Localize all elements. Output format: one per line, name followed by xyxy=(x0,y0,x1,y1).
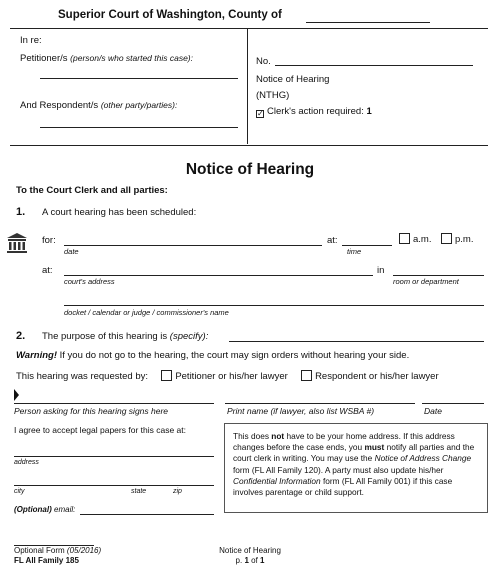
notice-form-name-2: Confidential Information xyxy=(233,475,321,486)
footer-title: Notice of Hearing xyxy=(219,546,281,555)
petitioner-field[interactable] xyxy=(40,78,238,79)
petitioner-label: Petitioner/s xyxy=(20,53,68,64)
court-title: Superior Court of Washington, County of xyxy=(58,9,282,21)
am-label: a.m. xyxy=(413,234,432,245)
footer-form-type: Optional Form xyxy=(14,546,65,555)
purpose-field[interactable] xyxy=(229,341,484,342)
room-label: room or department xyxy=(393,277,459,286)
petitioner-requested-label: Petitioner or his/her lawyer xyxy=(175,371,288,382)
print-name-label: Print name (if lawyer, also list WSBA #) xyxy=(227,406,375,416)
caption-box xyxy=(10,28,488,146)
courthouse-icon xyxy=(6,232,28,257)
footer-form-date: (05/2016) xyxy=(66,546,102,555)
address-notice-box xyxy=(224,423,488,513)
pm-label: p.m. xyxy=(455,234,474,245)
date-label: date xyxy=(64,247,79,256)
email-label: email: xyxy=(51,505,76,514)
notice-text-3: notify all parties and the court clerk in writing. You may use the xyxy=(233,442,475,464)
page-prefix: p. xyxy=(235,556,245,565)
clerk-action-label: Clerk's action required: xyxy=(267,106,364,117)
sign-date-label: Date xyxy=(424,406,442,416)
in-re-label: In re: xyxy=(20,35,42,46)
section-2-number: 2. xyxy=(16,330,26,342)
respondent-hint: (other party/parties): xyxy=(100,100,178,110)
notice-bold-must: must xyxy=(364,442,385,453)
footer-page-number xyxy=(210,556,290,565)
page-total: 1 xyxy=(260,556,265,565)
hearing-date-field[interactable] xyxy=(64,245,322,246)
hearing-time-field[interactable] xyxy=(342,245,392,246)
zip-label: zip xyxy=(173,488,182,495)
county-field[interactable] xyxy=(306,22,430,23)
clerk-action-value: 1 xyxy=(366,106,372,117)
sign-here-arrow-icon xyxy=(14,389,19,401)
email-field[interactable] xyxy=(80,514,214,515)
caption-doc-title: Notice of Hearing xyxy=(256,74,330,85)
section-2-text: The purpose of this hearing is xyxy=(42,331,168,342)
section-2-hint: (specify): xyxy=(169,331,209,342)
pm-checkbox[interactable] xyxy=(441,233,452,244)
warning-text: If you do not go to the hearing, the court may sign orders without hearing your side. xyxy=(57,350,410,361)
service-address-label: address xyxy=(14,459,39,466)
court-address-label: court's address xyxy=(64,277,115,286)
case-no-field[interactable] xyxy=(275,65,473,66)
agree-text: I agree to accept legal papers for this case at: xyxy=(14,425,186,435)
signature-field[interactable] xyxy=(14,403,214,404)
section-1-number: 1. xyxy=(16,206,26,218)
notice-bold-not: not xyxy=(271,431,285,441)
state-label: state xyxy=(131,488,147,495)
for-label: for: xyxy=(42,235,56,246)
notice-text-4: form (FL All Family 120). A party must also update his/her xyxy=(233,464,444,475)
respondent-field[interactable] xyxy=(40,127,238,128)
requested-by-label: This hearing was requested by: xyxy=(16,371,149,382)
notice-text-2: have to be your home address. If this address changes before the case ends, you xyxy=(233,431,455,453)
docket-field[interactable] xyxy=(64,305,484,306)
city-state-zip-field[interactable] xyxy=(14,485,214,486)
page-num: 1 xyxy=(244,556,249,565)
room-field[interactable] xyxy=(393,275,484,276)
to-line: To the Court Clerk and all parties: xyxy=(16,185,168,196)
court-address-field[interactable] xyxy=(64,275,373,276)
time-label: time xyxy=(347,247,362,256)
respondent-requested-checkbox[interactable] xyxy=(301,370,312,381)
notice-text-5: form (FL All Family 001) if this case involves parentage or child support. xyxy=(233,475,453,498)
warning-label: Warning! xyxy=(16,350,57,361)
respondent-requested-label: Respondent or his/her lawyer xyxy=(315,371,439,382)
respondent-label: And Respondent/s xyxy=(20,100,99,111)
section-1-text: A court hearing has been scheduled: xyxy=(42,207,197,218)
at2-label: at: xyxy=(42,265,53,276)
sign-date-field[interactable] xyxy=(422,403,484,404)
petitioner-hint: (person/s who started this case): xyxy=(70,53,194,63)
service-address-field[interactable] xyxy=(14,456,214,457)
in-label: in xyxy=(377,265,385,276)
footer-form-id: FL All Family 185 xyxy=(14,556,79,565)
at-label: at: xyxy=(327,235,338,246)
case-no-label: No. xyxy=(256,56,271,67)
sign-label: Person asking for this hearing signs here xyxy=(14,406,169,416)
docket-label: docket / calendar or judge / commissioner's name xyxy=(64,308,229,317)
notice-form-name-1: Notice of Address Change xyxy=(374,453,472,464)
caption-doc-code: (NTHG) xyxy=(256,90,290,101)
page-title: Notice of Hearing xyxy=(185,161,315,178)
petitioner-requested-checkbox[interactable] xyxy=(161,370,172,381)
clerk-action-checkbox[interactable]: ✓ xyxy=(257,109,264,118)
print-name-field[interactable] xyxy=(225,403,415,404)
caption-divider xyxy=(247,28,248,144)
optional-label: (Optional) xyxy=(14,505,52,514)
am-checkbox[interactable] xyxy=(399,233,410,244)
notice-text-1: This does xyxy=(233,431,272,441)
page-of: of xyxy=(248,556,261,565)
city-label: city xyxy=(14,488,25,495)
